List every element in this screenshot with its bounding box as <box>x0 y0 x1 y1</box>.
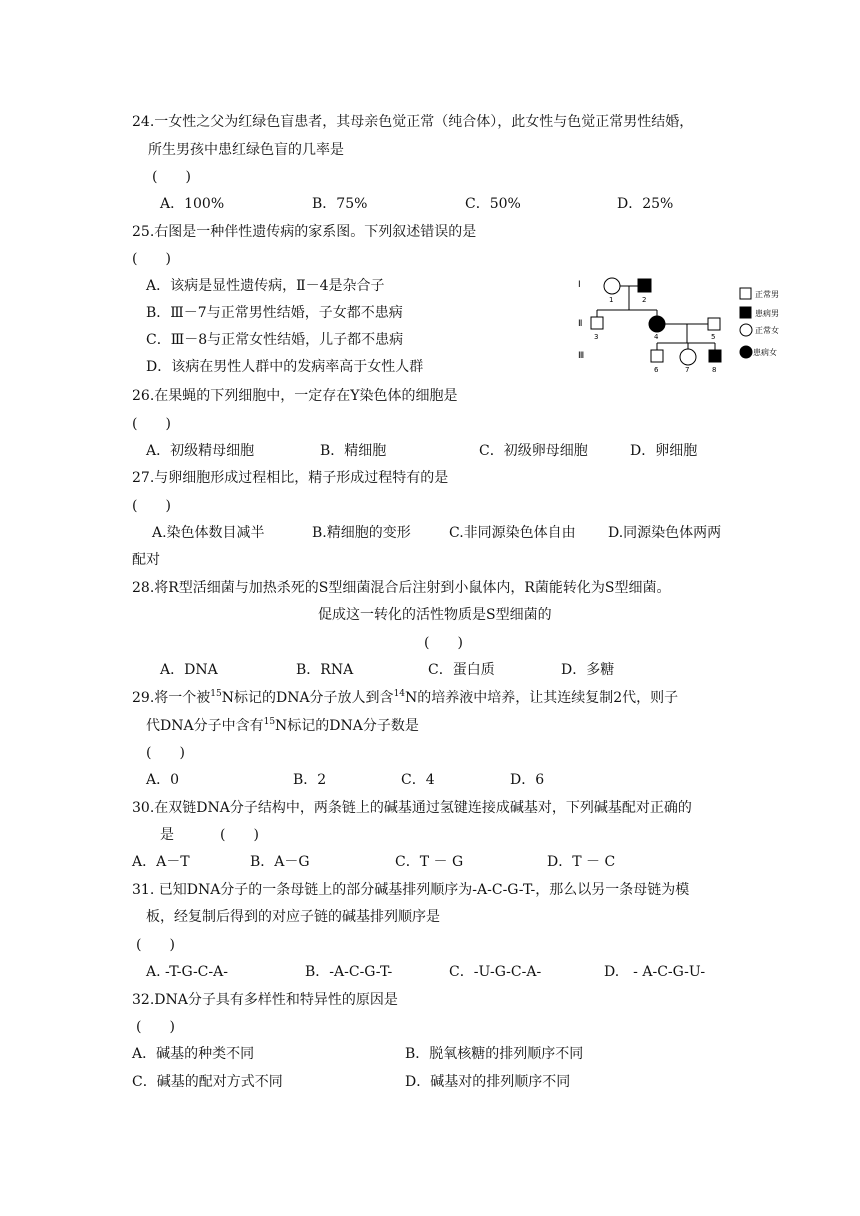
legend-normal-male-label: 正常男 <box>755 290 779 299</box>
q24-stem-line1: 24.一女性之父为红绿色盲患者，其母亲色觉正常（纯合体），此女性与色觉正常男性结婚， <box>132 114 694 130</box>
individual-number-2: 2 <box>642 296 647 304</box>
q26-stem: 26.在果蝇的下列细胞中，一定存在Y染色体的细胞是 <box>132 388 458 404</box>
individual-6-normal-male <box>651 350 663 362</box>
q30-option-b: B．A－G <box>250 854 310 870</box>
q32-option-d: D．碱基对的排列顺序不同 <box>405 1074 571 1090</box>
q31-option-b: B．-A-C-G-T- <box>305 964 393 980</box>
q25-option-b: B．Ⅲ－7与正常男性结婚，子女都不患病 <box>146 305 403 321</box>
q26-option-c: C．初级卵母细胞 <box>479 443 588 459</box>
individual-number-7: 7 <box>685 366 690 374</box>
q28-option-a: A．DNA <box>160 662 218 678</box>
q28-option-d: D．多糖 <box>561 662 615 678</box>
q32-answer-blank: ( ) <box>136 1019 175 1035</box>
individual-2-affected-male <box>638 279 651 292</box>
q27-option-c: C.非同源染色体自由 <box>449 525 576 541</box>
q25-option-c: C．Ⅲ－8与正常女性结婚，儿子都不患病 <box>146 332 404 348</box>
q27-option-b: B.精细胞的变形 <box>312 525 411 541</box>
legend-normal-female-label: 正常女 <box>755 326 779 335</box>
q30-option-c: C．T － G <box>395 854 464 870</box>
q29-option-c: C．4 <box>401 772 435 788</box>
q29-option-b: B．2 <box>293 772 327 788</box>
legend-affected-male-symbol <box>740 307 751 318</box>
legend-normal-male-symbol <box>740 288 751 299</box>
generation-label-3: Ⅲ <box>578 351 585 361</box>
q25-option-a: A．该病是显性遗传病，Ⅱ－4是杂合子 <box>146 278 385 294</box>
individual-number-3: 3 <box>594 333 599 341</box>
q31-stem-line1: 31. 已知DNA分子的一条母链上的部分碱基排列顺序为-A-C-G-T-，那么以另一条母链为模 <box>132 882 690 898</box>
q26-option-a: A．初级精母细胞 <box>146 443 255 459</box>
q27-option-a: A.染色体数目减半 <box>152 525 265 541</box>
q31-option-a: A. -T-G-C-A- <box>146 964 228 980</box>
pedigree-diagram <box>565 268 795 380</box>
individual-number-6: 6 <box>654 366 659 374</box>
q28-stem-line2: 促成这一转化的活性物质是S型细菌的 <box>318 607 552 623</box>
individual-1-normal-female <box>604 278 620 294</box>
q29-answer-blank: ( ) <box>146 745 185 761</box>
q32-stem: 32.DNA分子具有多样性和特异性的原因是 <box>132 992 398 1008</box>
q28-option-c: C．蛋白质 <box>428 662 495 678</box>
q24-option-c: C．50% <box>465 196 521 212</box>
q26-answer-blank: ( ) <box>132 416 171 432</box>
q28-option-b: B．RNA <box>296 662 354 678</box>
q31-stem-line2: 板，经复制后得到的对应子链的碱基排列顺序是 <box>146 909 440 925</box>
q24-option-a: A．100% <box>160 196 225 212</box>
individual-number-1: 1 <box>609 296 614 304</box>
q29-option-d: D．6 <box>510 772 545 788</box>
legend-affected-male-label: 患病男 <box>755 309 779 318</box>
legend-normal-female-symbol <box>740 324 752 336</box>
individual-number-4: 4 <box>654 333 659 341</box>
q24-option-b: B．75% <box>312 196 368 212</box>
q26-option-b: B．精细胞 <box>320 443 387 459</box>
generation-label-2: Ⅱ <box>578 319 583 329</box>
generation-label-1: Ⅰ <box>578 280 581 290</box>
q25-answer-blank: ( ) <box>132 251 171 267</box>
q29-option-a: A．0 <box>146 772 180 788</box>
q27-stem: 27.与卵细胞形成过程相比，精子形成过程特有的是 <box>132 470 449 486</box>
q30-option-d: D．T － C <box>547 854 616 870</box>
q31-option-d: D. - A-C-G-U- <box>604 964 706 980</box>
individual-number-5: 5 <box>711 333 716 341</box>
q28-stem-line1: 28.将R型活细菌与加热杀死的S型细菌混合后注射到小鼠体内，R菌能转化为S型细菌。 <box>132 580 671 596</box>
q30-answer-blank: ( ) <box>220 827 259 843</box>
q30-stem-line2: 是 <box>160 827 174 843</box>
q30-option-a: A．A－T <box>132 854 190 870</box>
legend-affected-female-symbol <box>740 346 752 358</box>
q30-stem-line1: 30.在双链DNA分子结构中，两条链上的碱基通过氢键连接成碱基对，下列碱基配对正确的 <box>132 800 692 816</box>
q27-option-d-continued: 配对 <box>132 552 160 568</box>
individual-7-normal-female <box>680 349 696 365</box>
legend-affected-female-label: 患病女 <box>753 348 777 357</box>
q29-stem-line1: 29.将一个被$^{15}$N标记的DNA分子放人到含$^{14}$N的培养液中培养，让其连续复制2代，则子 <box>132 689 679 706</box>
q24-stem-line2: 所生男孩中患红绿色盲的几率是 <box>148 142 344 158</box>
q25-stem: 25.右图是一种伴性遗传病的家系图。下列叙述错误的是 <box>132 224 477 240</box>
q26-option-d: D．卵细胞 <box>630 443 698 459</box>
q29-stem-line2: 代DNA分子中含有$^{15}$N标记的DNA分子数是 <box>146 717 419 734</box>
q25-option-d: D．该病在男性人群中的发病率高于女性人群 <box>146 359 424 375</box>
individual-4-affected-female <box>649 316 665 332</box>
individual-number-8: 8 <box>712 366 717 374</box>
q27-answer-blank: ( ) <box>132 498 171 514</box>
q31-answer-blank: ( ) <box>136 937 175 953</box>
q32-option-a: A．碱基的种类不同 <box>132 1046 255 1062</box>
q24-answer-blank: ( ) <box>152 169 191 185</box>
individual-5-normal-male <box>708 318 720 330</box>
individual-8-affected-male <box>709 350 721 362</box>
q28-answer-blank: ( ) <box>424 635 463 651</box>
q31-option-c: C．-U-G-C-A- <box>449 964 542 980</box>
q24-option-d: D．25% <box>617 196 674 212</box>
q27-option-d: D.同源染色体两两 <box>608 525 722 541</box>
individual-3-normal-male <box>591 317 603 329</box>
q32-option-b: B．脱氧核糖的排列顺序不同 <box>405 1046 584 1062</box>
q32-option-c: C．碱基的配对方式不同 <box>132 1074 283 1090</box>
